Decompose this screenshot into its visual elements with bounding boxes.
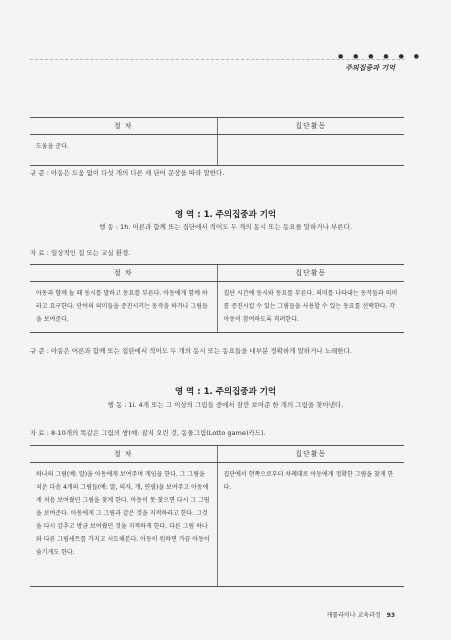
procedure-text: 하나의 그림(예: 말)을 아동에게 보여주며 게임을 한다. 그 그림을 치운 다음 4개의 그림들(예: 말, 의자, 개, 연필)을 보여주고 아동에게 처음 보여줬던 그림을 찾게 한다. 아동이 못 찾으면 다시 그 그림을 보여준다. 아동에게 그 그림과 같은 것을 지적하라고 한다. 그것을 다시 감추고 방금 보여줬던 것을 지적하게 한다. 다른 그림 하나와 다른 그림세트를 가지고 시도해본다. 아동이 원하면 가끔 아동이 숨기게도 한다. [36, 471, 210, 556]
domain-title-2: 영 역 : 1. 주의집중과 기억 [174, 210, 277, 220]
col-procedure-header: 절 차 [113, 450, 133, 458]
table-header [30, 445, 404, 463]
procedure-text: 도움을 준다. [36, 143, 69, 150]
materials-2: 자 료 : 일상적인 집 또는 교실 환경. [30, 249, 131, 257]
footer-title: 캐롤라이나 교육과정 [326, 612, 381, 619]
procedure-table-1 [30, 117, 404, 166]
procedure-text: 아동과 함께 놀 때 동시를 말하고 동요를 부른다. 아동에게 함께 하라고 요구한다. 단어의 의미들을 증진시키는 동작을 하거나 그림들을 보여준다. [36, 290, 208, 323]
criterion-1: 규 준 : 아동은 도움 없이 다섯 개의 다른 세 단어 문장을 따라 말한다. [30, 169, 225, 177]
table-body [30, 282, 404, 333]
col-procedure-header: 절 차 [113, 122, 133, 130]
materials-3: 자 료 : 8-10개의 똑같은 그림의 쌍(예: 잡지 오린 것, 동물그림(Lotto game)카드). [30, 429, 266, 437]
domain-title-3: 영 역 : 1. 주의집중과 기억 [174, 387, 277, 397]
behavior-line-2: 행 동 : 1h. 어른과 함께 또는 집단에서 적어도 두 개의 동시 또는 동요를 말하거나 부른다. [99, 223, 352, 231]
table-header [30, 264, 404, 282]
header-rule [30, 59, 405, 60]
group-text: 집단에서 현쪽으로부터 차례대로 아동에게 정확한 그림을 찾게 한다. [217, 463, 405, 586]
col-group-header: 집단활동 [217, 446, 405, 462]
group-text: 집단 시간에 동시와 동요를 부른다. 의미를 나타내는 동작들과 의미를 증진시킬 수 있는 그림들을 사용할 수 있는 동요를 선택한다. 각 아동이 참여하도록 격려한다. [217, 282, 405, 332]
table-header [30, 117, 404, 135]
behavior-line-3: 행 동 : 1i. 4개 또는 그 이상의 그림들 중에서 잠깐 보여준 한 개의 그림을 찾아낸다. [107, 401, 344, 409]
procedure-table-3 [30, 445, 404, 587]
running-header: 주의집중과 기억 [345, 64, 395, 72]
table-body [30, 135, 404, 166]
procedure-table-2 [30, 264, 404, 333]
group-text [217, 135, 405, 165]
table-body [30, 463, 404, 587]
col-group-header: 집단활동 [217, 265, 405, 281]
col-procedure-header: 절 차 [113, 269, 133, 277]
page-footer [327, 610, 395, 619]
page-number: 93 [386, 612, 395, 619]
decorative-dots: ● ● ● ● ● ● [338, 53, 423, 60]
col-group-header: 집단활동 [217, 118, 405, 134]
criterion-2: 규 준 : 아동은 어른과 함께 또는 집단에서 적어도 두 개의 동시 또는 동요들을 대부분 정확하게 말하거나 노래한다. [30, 347, 352, 355]
